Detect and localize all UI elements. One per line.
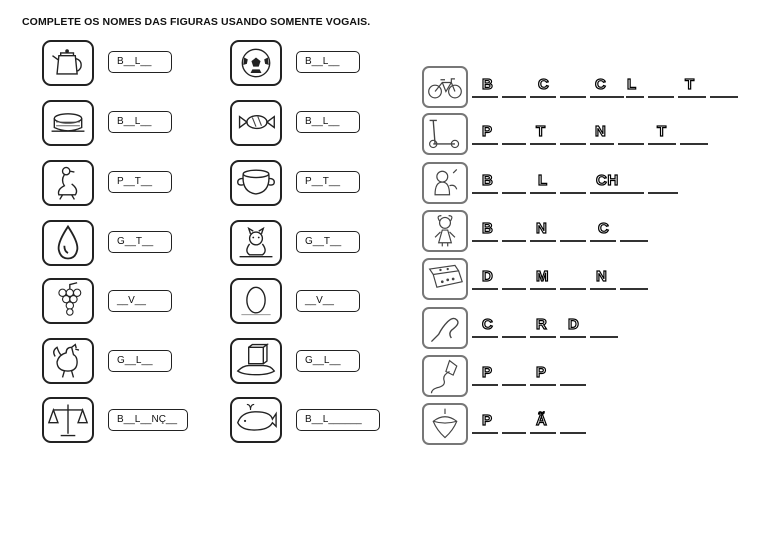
answer-blank <box>590 143 614 145</box>
answer-blank <box>472 192 498 194</box>
answer-blank <box>502 288 526 290</box>
egg-icon <box>230 278 282 324</box>
letter: M <box>536 268 549 285</box>
kite-icon <box>422 355 468 397</box>
rooster-icon <box>42 338 94 384</box>
letter: T <box>536 123 546 140</box>
letter: Ã <box>536 412 548 429</box>
cake-icon <box>42 100 94 146</box>
left-label-7: B__L__NÇ__ <box>108 409 188 431</box>
answer-blank <box>626 96 644 98</box>
scale-icon <box>42 397 94 443</box>
left-label-3: P__T__ <box>108 171 172 193</box>
worksheet-title: COMPLETE OS NOMES DAS FIGURAS USANDO SOMENTE VOGAIS. <box>22 16 371 28</box>
answer-blank <box>530 384 556 386</box>
middle-label-1: B__L__ <box>296 51 360 73</box>
grapes-icon <box>42 278 94 324</box>
answer-blank <box>502 96 526 98</box>
middle-label-3: P__T__ <box>296 171 360 193</box>
letter: P <box>536 364 547 381</box>
bicycle-icon <box>422 66 468 108</box>
answer-blank <box>472 384 498 386</box>
letter: R <box>536 316 548 333</box>
answer-blank <box>618 143 644 145</box>
answer-blank <box>502 240 526 242</box>
letter: C <box>598 220 610 237</box>
whale-icon <box>230 397 282 443</box>
answer-blank <box>648 143 676 145</box>
answer-blank <box>590 96 624 98</box>
domino-icon <box>422 258 468 300</box>
answer-blank <box>472 143 498 145</box>
letter: N <box>595 123 607 140</box>
answer-blank <box>530 288 556 290</box>
letter: B <box>482 220 494 237</box>
doll-icon <box>422 210 468 252</box>
letter: L <box>627 76 637 93</box>
answer-blank <box>502 192 526 194</box>
middle-label-7: B__L______ <box>296 409 380 431</box>
answer-blank <box>502 143 526 145</box>
ice-icon <box>230 338 282 384</box>
answer-blank <box>590 192 644 194</box>
answer-blank <box>560 143 586 145</box>
middle-label-6: G__L__ <box>296 350 360 372</box>
left-label-1: B__L__ <box>108 51 172 73</box>
answer-blank <box>560 336 586 338</box>
answer-blank <box>502 336 526 338</box>
letter: D <box>482 268 494 285</box>
answer-blank <box>620 288 648 290</box>
left-label-2: B__L__ <box>108 111 172 133</box>
answer-blank <box>530 432 556 434</box>
answer-blank <box>590 288 616 290</box>
letter: CH <box>596 172 619 189</box>
answer-blank <box>560 96 586 98</box>
answer-blank <box>472 96 498 98</box>
answer-blank <box>560 384 586 386</box>
letter: N <box>596 268 608 285</box>
letter: P <box>482 364 493 381</box>
answer-blank <box>560 240 586 242</box>
left-label-4: G__T__ <box>108 231 172 253</box>
drop-icon <box>42 220 94 266</box>
answer-blank <box>590 240 616 242</box>
answer-blank <box>530 192 556 194</box>
answer-blank <box>530 336 556 338</box>
letter: B <box>482 172 494 189</box>
answer-blank <box>648 192 678 194</box>
answer-blank <box>678 96 706 98</box>
letter: D <box>568 316 580 333</box>
letter: N <box>536 220 548 237</box>
answer-blank <box>560 288 586 290</box>
answer-blank <box>472 240 498 242</box>
letter: C <box>482 316 494 333</box>
answer-blank <box>530 143 556 145</box>
bell-doll-icon <box>422 162 468 204</box>
middle-label-2: B__L__ <box>296 111 360 133</box>
teapot-icon <box>42 40 94 86</box>
letter: T <box>685 76 695 93</box>
answer-blank <box>502 432 526 434</box>
letter: L <box>538 172 548 189</box>
answer-blank <box>530 240 556 242</box>
left-label-5: __V__ <box>108 290 172 312</box>
spinning-top-icon <box>422 403 468 445</box>
answer-blank <box>710 96 738 98</box>
answer-blank <box>502 384 526 386</box>
answer-blank <box>620 240 648 242</box>
whip-icon <box>422 307 468 349</box>
answer-blank <box>560 432 586 434</box>
answer-blank <box>472 336 498 338</box>
cat-icon <box>230 220 282 266</box>
letter: P <box>482 123 493 140</box>
letter: P <box>482 412 493 429</box>
middle-label-5: __V__ <box>296 290 360 312</box>
answer-blank <box>530 96 556 98</box>
candy-icon <box>230 100 282 146</box>
answer-blank <box>680 143 708 145</box>
scooter-icon <box>422 113 468 155</box>
answer-blank <box>590 336 618 338</box>
answer-blank <box>472 288 498 290</box>
letter: B <box>482 76 494 93</box>
letter: T <box>657 123 667 140</box>
duck-icon <box>42 160 94 206</box>
middle-label-4: G__T__ <box>296 231 360 253</box>
answer-blank <box>472 432 498 434</box>
letter: C <box>538 76 550 93</box>
soccer-ball-icon <box>230 40 282 86</box>
answer-blank <box>648 96 674 98</box>
letter: C <box>595 76 607 93</box>
pot-icon <box>230 160 282 206</box>
left-label-6: G__L__ <box>108 350 172 372</box>
answer-blank <box>560 192 586 194</box>
